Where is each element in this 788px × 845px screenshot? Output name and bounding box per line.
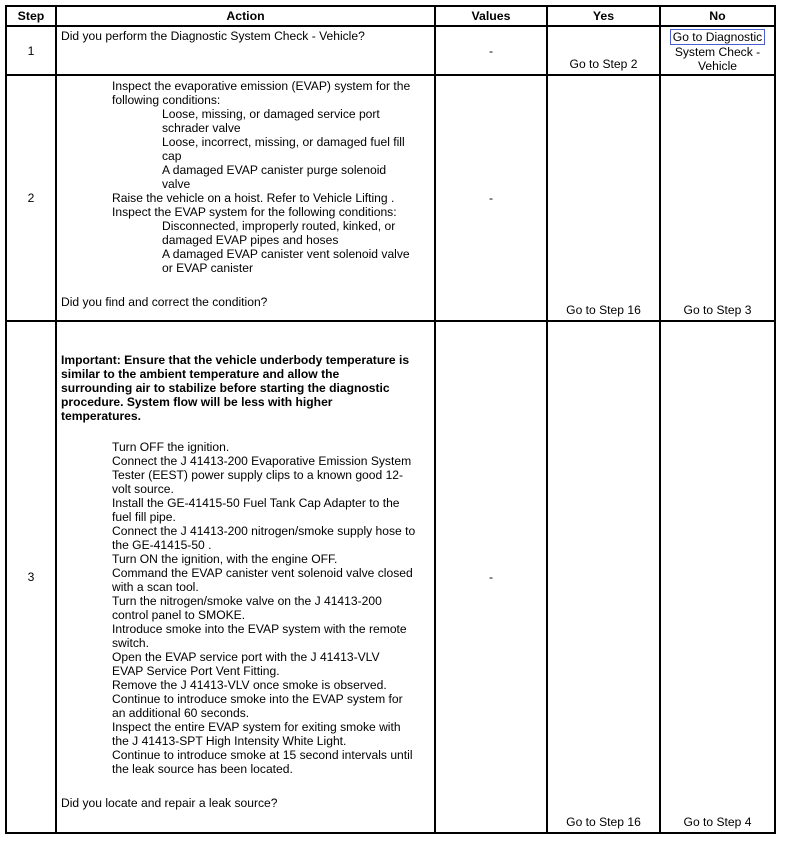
header-step: Step	[6, 6, 56, 26]
no-link[interactable]	[660, 26, 775, 75]
values-cell: -	[435, 26, 547, 75]
no-link-line3[interactable]: Vehicle	[698, 59, 737, 73]
yes-link[interactable]: Go to Step 16	[547, 75, 660, 321]
yes-link[interactable]: Go to Step 16	[547, 321, 660, 833]
instruction-line: Continue to introduce smoke into the EVAP system for	[112, 692, 403, 706]
no-link-line2[interactable]: System Check -	[674, 45, 761, 59]
instruction-line: the leak source has been located.	[112, 762, 293, 776]
instruction-line: Install the GE-41415-50 Fuel Tank Cap Adapter to the	[112, 496, 400, 510]
condition-line: A damaged EVAP canister purge solenoid	[162, 163, 387, 177]
instruction-line: Continue to introduce smoke at 15 second intervals until	[112, 748, 413, 762]
instruction-line: Introduce smoke into the EVAP system with the remote	[112, 622, 407, 636]
instruction-line: switch.	[112, 636, 149, 650]
instruction-line: Turn the nitrogen/smoke valve on the J 41413-200	[112, 594, 382, 608]
condition-line: Loose, incorrect, missing, or damaged fuel fill	[162, 135, 405, 149]
step-number: 2	[6, 75, 56, 321]
instruction-line: volt source.	[112, 482, 174, 496]
step-question: Did you perform the Diagnostic System Check - Vehicle?	[61, 29, 365, 43]
instruction-line: control panel to SMOKE.	[112, 608, 246, 622]
header-yes: Yes	[547, 6, 660, 26]
step-question: Did you find and correct the condition?	[61, 295, 268, 309]
condition-line: Loose, missing, or damaged service port	[162, 107, 380, 121]
instruction-line: Inspect the EVAP system for the following conditions:	[112, 205, 397, 219]
instruction-line: EVAP Service Port Vent Fitting.	[112, 664, 280, 678]
values-cell: -	[435, 321, 547, 833]
table-row	[6, 321, 775, 833]
step-question: Did you locate and repair a leak source?	[61, 796, 278, 810]
instruction-line: Raise the vehicle on a hoist. Refer to Vehicle Lifting .	[112, 191, 395, 205]
instruction-line: Remove the J 41413-VLV once smoke is observed.	[112, 678, 387, 692]
instruction-line: Command the EVAP canister vent solenoid valve closed	[112, 566, 413, 580]
important-note: surrounding air to stabilize before starting the diagnostic	[61, 381, 390, 395]
instruction-line: Inspect the entire EVAP system for exiting smoke with	[112, 720, 401, 734]
no-link[interactable]: Go to Step 3	[660, 75, 775, 321]
instruction-line: the GE-41415-50 .	[112, 538, 212, 552]
diagnostic-table	[5, 5, 776, 834]
condition-line: or EVAP canister	[162, 261, 253, 275]
condition-line: damaged EVAP pipes and hoses	[162, 233, 339, 247]
header-no: No	[660, 6, 775, 26]
header-row	[6, 6, 775, 26]
yes-link[interactable]: Go to Step 2	[547, 26, 660, 75]
instruction-line: Tester (EEST) power supply clips to a known good 12-	[112, 468, 404, 482]
important-note: temperatures.	[61, 409, 141, 423]
instruction-line: with a scan tool.	[112, 580, 199, 594]
condition-line: schrader valve	[162, 121, 241, 135]
no-link[interactable]: Go to Step 4	[660, 321, 775, 833]
condition-line: valve	[162, 177, 191, 191]
step-number: 1	[6, 26, 56, 75]
important-note: Important: Ensure that the vehicle underbody temperature is	[61, 353, 410, 367]
instruction-line: Open the EVAP service port with the J 41413-VLV	[112, 650, 380, 664]
no-link-line1[interactable]: Go to Diagnostic	[670, 29, 765, 45]
condition-line: Disconnected, improperly routed, kinked, or	[162, 219, 396, 233]
values-cell: -	[435, 75, 547, 321]
header-values: Values	[435, 6, 547, 26]
action-cell	[56, 75, 435, 321]
action-cell	[56, 26, 435, 75]
condition-line: cap	[162, 149, 182, 163]
instruction-line: following conditions:	[112, 93, 221, 107]
table-row	[6, 26, 775, 75]
header-action: Action	[56, 6, 435, 26]
important-note: similar to the ambient temperature and allow the	[61, 367, 340, 381]
instruction-line: Connect the J 41413-200 Evaporative Emission System	[112, 454, 412, 468]
instruction-line: Inspect the evaporative emission (EVAP) system for the	[112, 79, 411, 93]
important-note: procedure. System flow will be less with higher	[61, 395, 333, 409]
instruction-line: Turn OFF the ignition.	[112, 440, 230, 454]
instruction-line: Connect the J 41413-200 nitrogen/smoke supply hose to	[112, 524, 416, 538]
instruction-line: the J 41413-SPT High Intensity White Light.	[112, 734, 347, 748]
instruction-line: fuel fill pipe.	[112, 510, 176, 524]
condition-line: A damaged EVAP canister vent solenoid valve	[162, 247, 410, 261]
step-number: 3	[6, 321, 56, 833]
instruction-line: Turn ON the ignition, with the engine OFF.	[112, 552, 338, 566]
action-cell	[56, 321, 435, 833]
instruction-line: an additional 60 seconds.	[112, 706, 250, 720]
table-row	[6, 75, 775, 321]
